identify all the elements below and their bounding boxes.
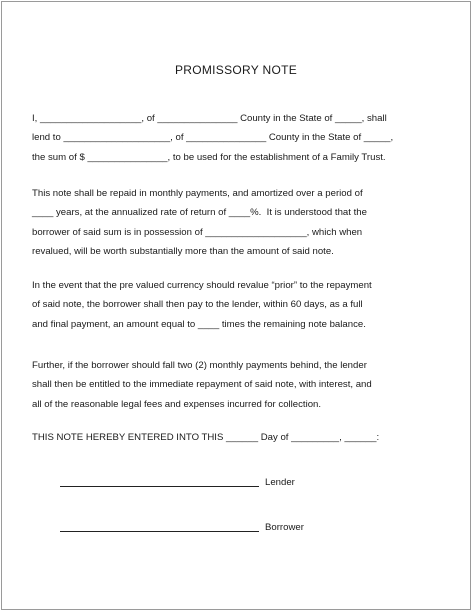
text-line: lend to ____________________, of _______________ County in the State of _____, (32, 132, 394, 144)
text-line: the sum of $ _______________, to be used for the establishment of a Family Trust. (32, 151, 386, 163)
paragraph-revaluation (32, 276, 424, 334)
text-line: borrower of said sum is in possession of ___________________, which when (32, 226, 363, 238)
lender-label: Lender (265, 477, 295, 488)
document-title: PROMISSORY NOTE (174, 63, 298, 77)
document-page (1, 1, 471, 610)
paragraph-parties (32, 109, 424, 167)
text-line: of said note, the borrower shall then pay to the lender, within 60 days, as a full (32, 299, 363, 311)
paragraph-default (32, 356, 424, 414)
text-line: ____ years, at the annualized rate of return of ____%. It is understood that the (32, 207, 367, 219)
text-line: revalued, will be worth substantially more than the amount of said note. (32, 245, 334, 257)
borrower-label: Borrower (265, 522, 304, 533)
text-line: THIS NOTE HEREBY ENTERED INTO THIS ______ Day of _________, ______: (32, 432, 380, 443)
text-line: In the event that the pre valued currency should revalue “prior” to the repayment (32, 280, 372, 291)
lender-signature-line (60, 486, 259, 487)
text-line: This note shall be repaid in monthly payments, and amortized over a period of (32, 188, 363, 199)
entered-date-line (32, 428, 424, 447)
text-line: Further, if the borrower should fall two (2) monthly payments behind, the lender (32, 360, 367, 371)
text-line: shall then be entitled to the immediate repayment of said note, with interest, and (32, 379, 372, 391)
text-line: all of the reasonable legal fees and expenses incurred for collection. (32, 398, 322, 410)
borrower-signature-line (60, 531, 259, 532)
paragraph-repayment (32, 184, 424, 261)
text-line: and final payment, an amount equal to ____ times the remaining note balance. (32, 318, 366, 330)
text-line: I, ___________________, of _______________ County in the State of _____, shall (32, 113, 387, 124)
